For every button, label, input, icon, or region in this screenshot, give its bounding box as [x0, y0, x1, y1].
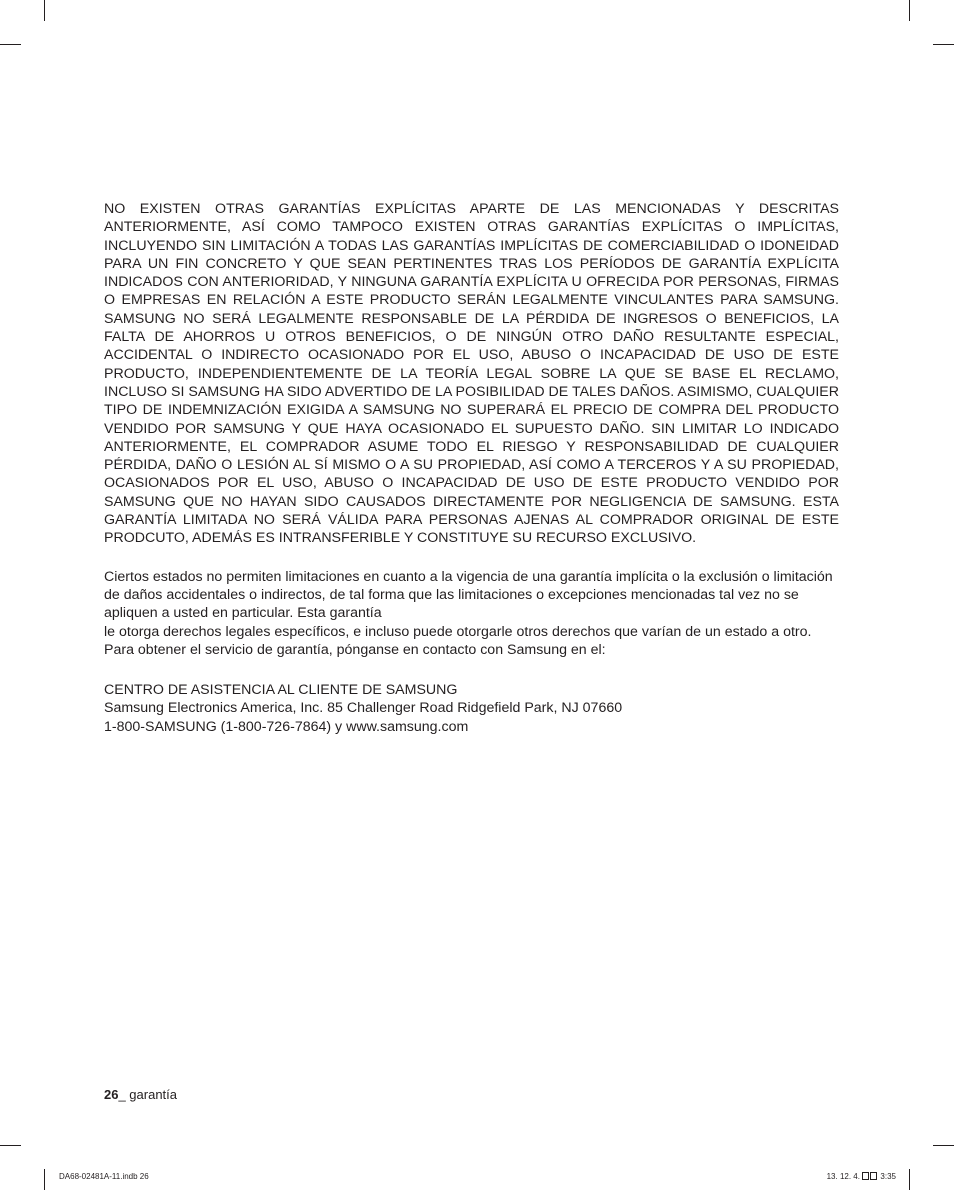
crop-mark-top-right-horizontal: [933, 44, 954, 45]
spacer: [104, 548, 839, 568]
crop-mark-bottom-right-horizontal: [933, 1145, 954, 1146]
crop-mark-bottom-left-horizontal: [0, 1145, 21, 1146]
crop-mark-top-left-horizontal: [0, 44, 21, 45]
warranty-disclaimer: NO EXISTEN OTRAS GARANTÍAS EXPLÍCITAS APARTE DE LAS MENCIONADAS Y DESCRITAS ANTERIORMENTE, ASÍ COMO TAMPOCO EXISTEN OTRAS GARANTÍAS EXPLÍCITAS O IMPLÍCITAS, INCLUYENDO SIN LIMITACIÓN A TODAS LAS GARANTÍAS IMPLÍCITAS DE COMERCIABILIDAD O IDONEIDAD PARA UN FIN CONCRETO Y QUE SEAN PERTINENTES TRAS LOS PERÍODOS DE GARANTÍA EXPLÍCITA INDICADOS CON ANTERIORIDAD, Y NINGUNA GARANTÍA EXPLÍCITA U OFRECIDA POR PERSONAS, FIRMAS O EMPRESAS EN RELACIÓN A ESTE PRODUCTO SERÁN LEGALMENTE VINCULANTES PARA SAMSUNG. SAMSUNG NO SERÁ LEGALMENTE RESPONSABLE DE LA PÉRDIDA DE INGRESOS O BENEFICIOS, LA FALTA DE AHORROS U OTROS BENEFICIOS, O DE NINGÚN OTRO DAÑO RESULTANTE ESPECIAL, ACCIDENTAL O INDIRECTO OCASIONADO POR EL USO, ABUSO O INCAPACIDAD DE USO DE ESTE PRODUCTO, INDEPENDIENTEMENTE DE LA TEORÍA LEGAL SOBRE LA QUE SE BASE EL RECLAMO, INCLUSO SI SAMSUNG HA SIDO ADVERTIDO DE LA POSIBILIDAD DE TALES DAÑOS. ASIMISMO, CUALQUIER TIPO DE INDEMNIZACIÓN EXIGIDA A SAMSUNG NO SUPERARÁ EL PRECIO DE COMPRA DEL PRODUCTO VENDIDO POR SAMSUNG Y QUE HAYA OCASIONADO EL SUPUESTO DAÑO. SIN LIMITAR LO INDICADO ANTERIORMENTE, EL COMPRADOR ASUME TODO EL RIESGO Y RESPONSABILIDAD DE CUALQUIER PÉRDIDA, DAÑO O LESIÓN AL SÍ MISMO O A SU PROPIEDAD, ASÍ COMO A TERCEROS Y A SU PROPIEDAD, OCASIONADOS POR EL USO, ABUSO O INCAPACIDAD DE USO DE ESTE PRODUCTO VENDIDO POR SAMSUNG QUE NO HAYAN SIDO CAUSADOS DIRECTAMENTE POR NEGLIGENCIA DE SAMSUNG. ESTA GARANTÍA LIMITADA NO SERÁ VÁLIDA PARA PERSONAS AJENAS AL COMPRADOR ORIGINAL DE ESTE PRODCUTO, ADEMÁS ES INTRANSFERIBLE Y CONSTITUYE SU RECURSO EXCLUSIVO.: [104, 201, 839, 547]
service-intro-text: Para obtener el servicio de garantía, pónganse en contacto con Samsung en el:: [104, 641, 606, 658]
warranty-content: [104, 200, 839, 736]
page-number: 26: [104, 1087, 119, 1102]
section-name: _ garantía: [118, 1087, 178, 1102]
legal-rights-text: le otorga derechos legales específicos, e incluso puede otorgarle otros derechos que varían de un estado a otro.: [104, 623, 812, 640]
box-glyph-icon: [862, 1172, 869, 1180]
contact-address: Samsung Electronics America, Inc. 85 Challenger Road Ridgefield Park, NJ 07660: [104, 700, 623, 717]
page-footer: [104, 1087, 177, 1102]
slug-time: 3:35: [880, 1172, 896, 1181]
spacer: [104, 659, 839, 681]
states-limitation-text: Ciertos estados no permiten limitaciones en cuanto a la vigencia de una garantía implícita o la exclusión o limitación de daños accidentales o indirectos, de tal forma que las limitaciones o excepciones mencionadas tal vez no se apliquen a usted en particular. Esta garantía: [104, 568, 833, 622]
crop-mark-bottom-left-vertical: [44, 1169, 45, 1190]
crop-mark-top-right-vertical: [909, 0, 910, 21]
crop-mark-bottom-right-vertical: [909, 1169, 910, 1190]
crop-mark-top-left-vertical: [44, 0, 45, 21]
print-slug-file: DA68-02481A-11.indb 26: [59, 1172, 149, 1181]
slug-date: 13. 12. 4.: [826, 1172, 860, 1181]
contact-phone-web: 1-800-SAMSUNG (1-800-726-7864) y www.samsung.com: [104, 718, 469, 735]
box-glyph-icon: [870, 1172, 877, 1180]
customer-center-heading: CENTRO DE ASISTENCIA AL CLIENTE DE SAMSUNG: [104, 682, 458, 699]
print-slug-datetime: [827, 1172, 896, 1181]
